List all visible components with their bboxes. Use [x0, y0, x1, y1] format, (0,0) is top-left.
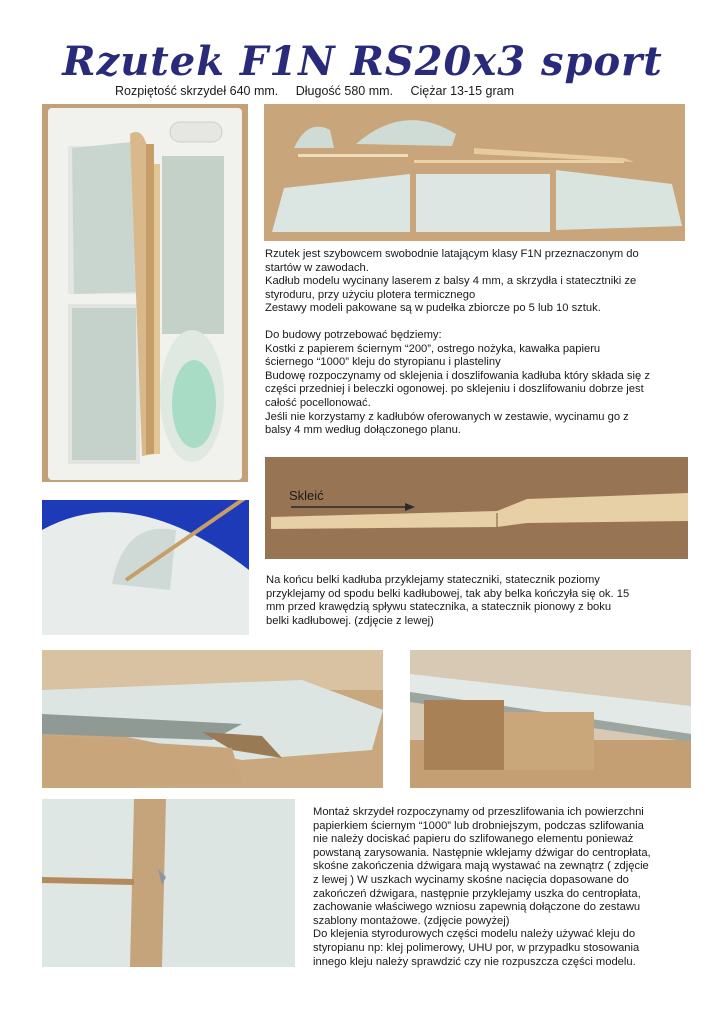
text-line: nie należy dociskać papieru do szlifowanego elementu ponieważ [313, 833, 634, 846]
photo-wing-template [410, 650, 691, 788]
text-line: papierkiem ściernym “1000” lub drobniejszym, podczas szlifowania [313, 819, 644, 832]
text-line: zakończeń dźwigara, następnie przyklejamy uszka do centropłata, [313, 887, 641, 900]
wing-assembly-text [313, 806, 691, 969]
text-line: belki kadłubowej. (zdjęcie z lewej) [266, 614, 434, 627]
photo-tail-stabilizer [42, 500, 249, 635]
length-spec: Długość 580 mm. [295, 84, 394, 98]
text-line: Budowę rozpoczynamy od sklejenia i doszlifowania kadłuba który składa się z [265, 369, 650, 382]
photo-wing-spar [42, 650, 383, 788]
text-line: balsy 4 mm według dołączonego planu. [265, 424, 461, 437]
text-line: powstaną zarysowania. Następnie wklejamy dźwigar do centropłata, [313, 846, 651, 859]
text-line: Na końcu belki kadłuba przyklejamy stateczniki, statecznik poziomy [266, 574, 600, 586]
text-line: styropianu np: klej polimerowy, UHU por, w przypadku stosowania [313, 941, 640, 954]
text-line: Zestawy modeli pakowane są w pudełka zbiorcze po 5 lub 10 sztuk. [265, 302, 601, 315]
tail-assembly-text [266, 574, 684, 628]
specs-line [115, 84, 528, 98]
text-line: mm przed krawędzią spływu statecznika, a statecznik pionowy z boku [266, 601, 612, 614]
text-line: ściernego “1000” kleju do styropianu i plasteliny [265, 356, 501, 369]
photo-parts-layout [264, 104, 685, 241]
text-line: Kadłub modelu wycinany laserem z balsy 4 mm, a skrzydła i statecztniki ze [265, 275, 637, 288]
photo-wing-halves [42, 799, 295, 967]
text-line: szablony montażowe. (zdjęcie powyżej) [313, 914, 510, 927]
text-line: skośne zakończenia dźwigara mają wystawać na zewnątrz ( zdjęcie [313, 860, 649, 873]
text-line: zachowanie właściwego wzniosu zapewnią dołączone do zestawu [313, 901, 641, 914]
photo-fuselage-joint [265, 457, 688, 559]
glue-label: Skleić [289, 488, 324, 503]
text-line: styroduru, przy użyciu plotera termicznego [265, 288, 476, 301]
text-line: Kostki z papierem ściernym “200”, ostrego nożyka, kawałka papieru [265, 342, 601, 355]
intro-text [265, 248, 685, 438]
wingspan-spec: Rozpiętość skrzydeł 640 mm. [115, 84, 279, 98]
text-line: z lewej ) W uszkach wycinamy skośne nacięcia dopasowane do [313, 873, 629, 886]
text-line: Jeśli nie korzystamy z kadłubów oferowanych w zestawie, wycinamu go z [265, 410, 629, 423]
text-line: przyklejamy od spodu belki kadłubowej, tak aby belka kończyła się ok. 15 [266, 587, 630, 600]
weight-spec: Ciężar 13-15 gram [410, 84, 515, 98]
text-line: Do budowy potrzebować będziemy: [265, 328, 442, 341]
text-line: Montaż skrzydeł rozpoczynamy od przeszlifowania ich powierzchni [313, 806, 644, 818]
text-line: innego kleju należy sprawdzić czy nie rozpuszcza części modelu. [313, 955, 636, 968]
text-line: Rzutek jest szybowcem swobodnie latającym klasy F1N przeznaczonym do [265, 248, 639, 260]
page-title: Rzutek F1N RS20x3 sport [62, 38, 663, 85]
text-line: całość pocellonować. [265, 396, 371, 409]
text-line: Do klejenia styrodurowych części modelu należy używać kleju do [313, 928, 636, 941]
text-line: startów w zawodach. [265, 261, 369, 274]
photo-kit-box [42, 104, 248, 482]
text-line: części przedniej i beleczki ogonowej. po sklejeniu i doszlifowaniu dobrze jest [265, 383, 644, 396]
